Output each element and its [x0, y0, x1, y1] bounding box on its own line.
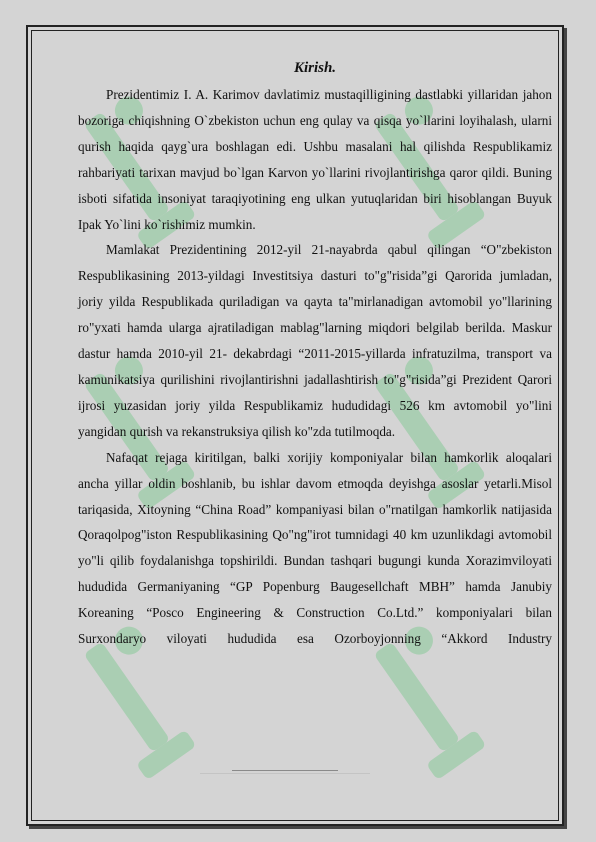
footer-divider: [232, 770, 338, 771]
footer-divider-faint: [200, 773, 370, 774]
paragraph-1: Prezidentimiz I. A. Karimov davlatimiz mustaqilligining dastlabki yillaridan jahon bozoriga chiqishning O`zbekiston uchun eng qulay va qisqa yo`llarini loyihalash, ularni qurish haqida qayg`ura boshlagan edi. Ushbu masalani hal qilishda Respublikamiz rahbariyati tarixan mavjud bo`lgan Karvon yo`llarini rivojlantirishga qaror qildi. Buning isboti sifatida insoniyat taraqiyotining eng ulkan yutuqlaridan biri hisoblangan Buyuk Ipak Yo`lini ko`rishimiz mumkin.: [78, 87, 552, 232]
paragraph-3: Nafaqat rejaga kiritilgan, balki xorijiy komponiyalar bilan hamkorlik aloqalari ancha yillar oldin boshlanib, bu ishlar davom etmoqda deyishga asoslar yetarli.Misol tariqasida, Xitoyning “China Road” kompaniyasi bilan o"rnatilgan hamkorlik natijasida Qoraqolpog"iston Respublikasining Qo"ng"irot tumnidagi 40 km uzunlikdagi avtomobil yo"li qilib foydalanishga topshirildi. Bundan tashqari bugungi kunda Xorazimviloyati hududida Germaniyaning “GP Popenburg Baugesellchaft MBH” hamda Janubiy Koreaning “Posco Engineering & Construction Co.Ltd.” komponiyalari bilan Surxondaryo viloyati hududida esa Ozorboyjonning “Akkord Industry: [78, 449, 552, 647]
document-title: Kirish.: [293, 60, 337, 76]
document-body: [78, 56, 552, 652]
paragraph-2: Mamlakat Prezidentining 2012-yil 21-nayabrda qabul qilingan “O"zbekiston Respublikasining 2013-yildagi Investitsiya dasturi to"g"risida”gi Qarorida jumladan, joriy yilda Respublikada quriladigan va qayta ta"mirlanadigan avtomobil yo"llarining ro"yxati hamda ularga ajratiladigan mablag"larning miqdori belgilab berilda. Maskur dastur hamda 2010-yil 21- dekabrdagi “2011-2015-yillarda infratuzilma, transport va kamunikatsiya qurilishini rivojlantirishni jadallashtirish to"g"risida”gi Prezident Qarori ijrosi yuzasidan joriy yilda Respublikamiz hududidagi 526 km avtomobil yo"lini yangidan qurish va rekanstruksiya qilish ko"zda tutilmoqda.: [78, 242, 552, 439]
